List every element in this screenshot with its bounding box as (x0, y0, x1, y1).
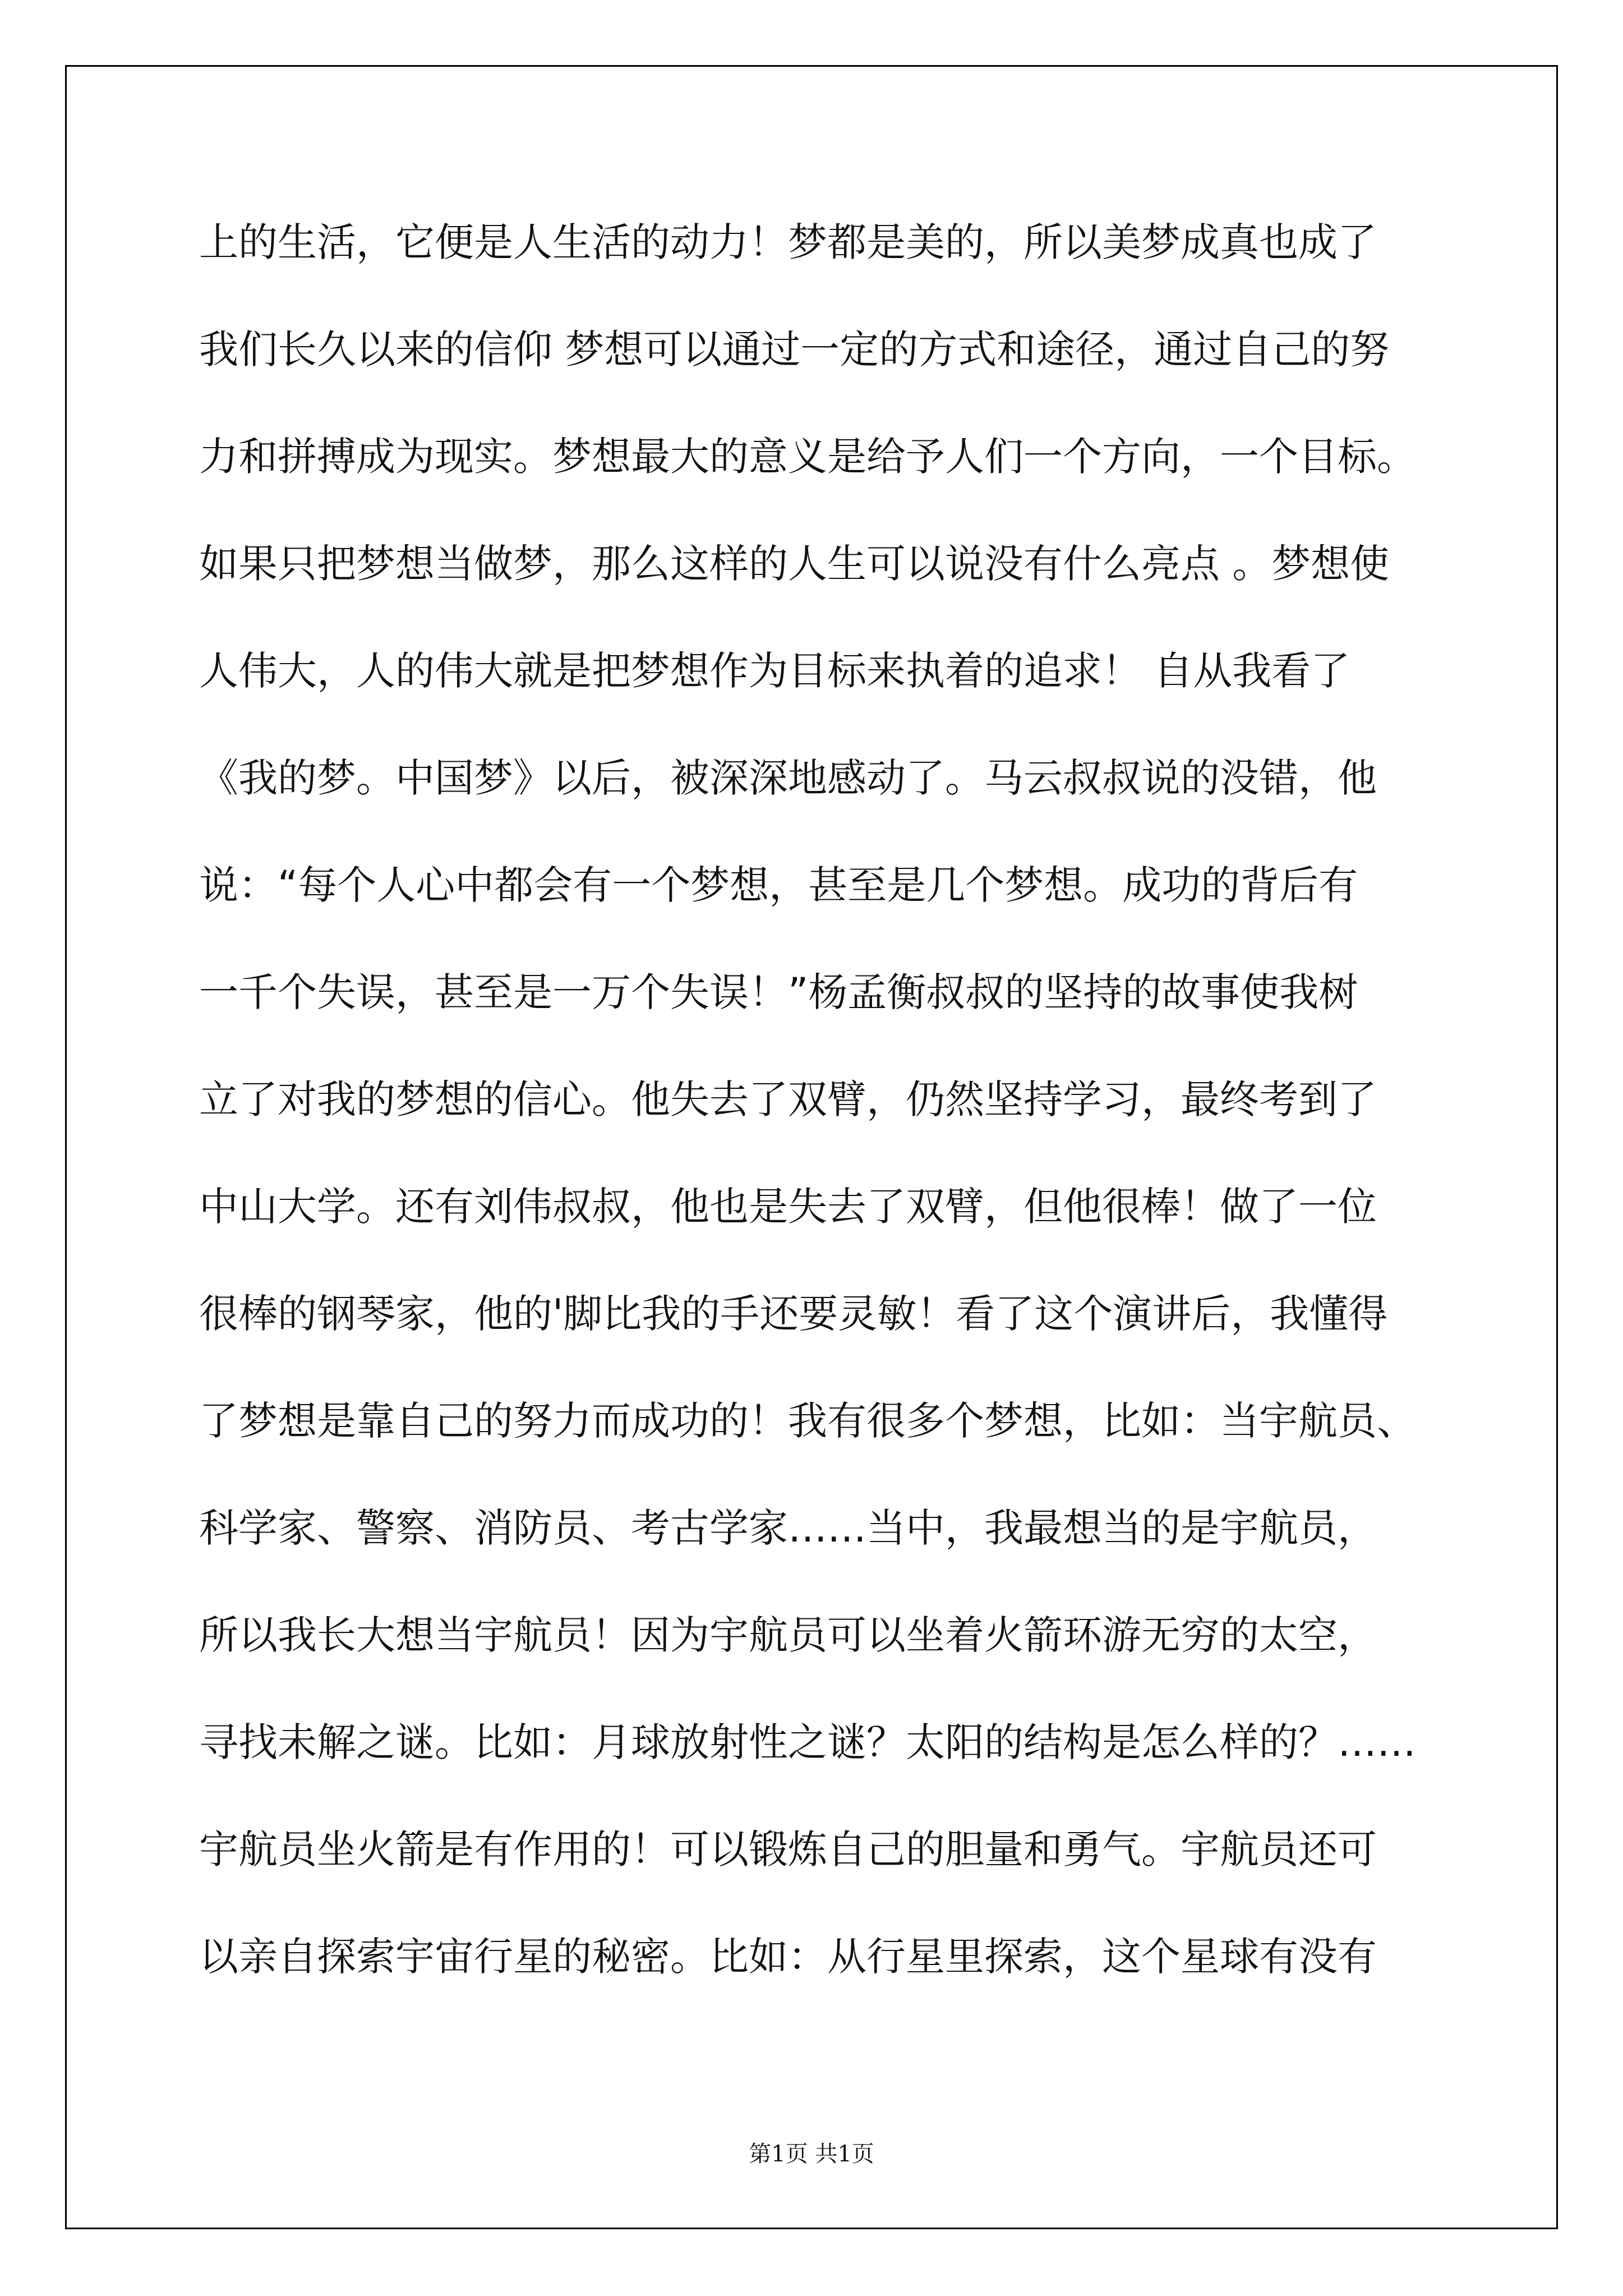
text-line: 上的生活，它便是人生活的动力！梦都是美的，所以美梦成真也成了 (199, 219, 1377, 265)
text-line: 很棒的钢琴家，他的'脚比我的手还要灵敏！看了这个演讲后，我懂得 (199, 1291, 1388, 1337)
body-text (199, 210, 1433, 2032)
text-line: 一千个失误，甚至是一万个失误！”杨孟衡叔叔的坚持的故事使我树 (199, 969, 1358, 1015)
text-line: 中山大学。还有刘伟叔叔，他也是失去了双臂，但他很棒！做了一位 (199, 1184, 1377, 1230)
text-line: 力和拼搏成为现实。梦想最大的意义是给予人们一个方向，一个目标。 (199, 434, 1416, 480)
text-line: 说：“每个人心中都会有一个梦想，甚至是几个梦想。成功的背后有 (199, 862, 1358, 908)
text-line: 宇航员坐火箭是有作用的！可以锻炼自己的胆量和勇气。宇航员还可 (199, 1826, 1377, 1872)
text-line: 寻找未解之谜。比如：月球放射性之谜？太阳的结构是怎么样的？…… (199, 1719, 1416, 1765)
text-line: 以亲自探索宇宙行星的秘密。比如：从行星里探索，这个星球有没有 (199, 1934, 1377, 1980)
text-line: 如果只把梦想当做梦，那么这样的人生可以说没有什么亮点 。梦想使 (199, 541, 1390, 587)
text-line: 立了对我的梦想的信心。他失去了双臂，仍然坚持学习，最终考到了 (199, 1076, 1377, 1122)
text-line: 人伟大，人的伟大就是把梦想作为目标来执着的追求！ 自从我看了 (199, 648, 1350, 694)
page-number-footer: 第1页 共1页 (749, 2141, 874, 2167)
text-line: 我们长久以来的信仰 梦想可以通过一定的方式和途径，通过自己的努 (199, 326, 1390, 372)
text-line: 所以我长大想当宇航员！因为宇航员可以坐着火箭环游无穷的太空， (199, 1612, 1377, 1658)
text-line: 《我的梦。中国梦》以后，被深深地感动了。马云叔叔说的没错，他 (199, 755, 1377, 801)
text-line: 了梦想是靠自己的努力而成功的！我有很多个梦想，比如：当宇航员、 (199, 1398, 1416, 1444)
text-line: 科学家、警察、消防员、考古学家……当中，我最想当的是宇航员， (199, 1505, 1377, 1551)
